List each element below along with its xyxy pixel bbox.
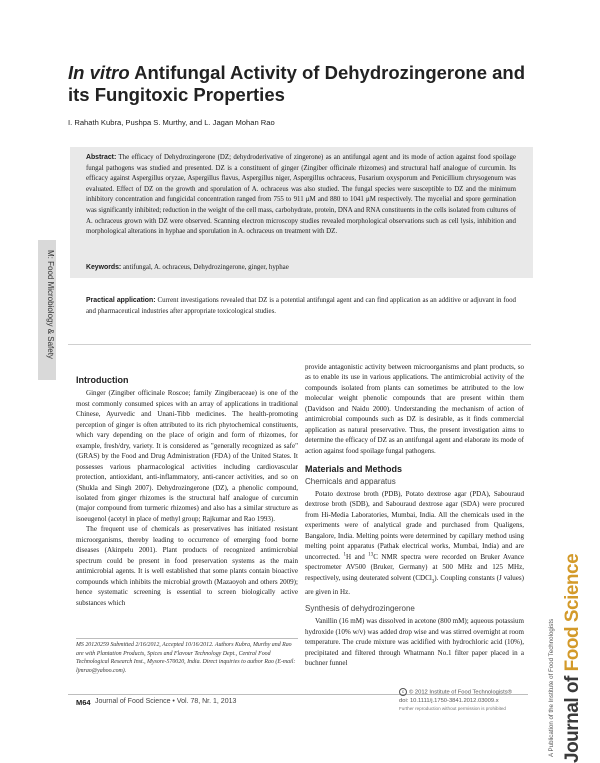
practical-label: Practical application: — [86, 297, 156, 304]
chem-text-d: ). Coupling constants (J values) are given in Hz. — [305, 573, 524, 597]
article-title — [68, 62, 528, 106]
authors: I. Rahath Kubra, Pushpa S. Murthy, and L. Jagan Mohan Rao — [68, 118, 275, 127]
chemicals-heading: Chemicals and apparatus — [305, 476, 396, 486]
practical-text: Current investigations revealed that DZ is a potential antifungal agent and can find application as an additive or adjuvant in food and pharmaceutical industries after appropriate toxicological studies. — [86, 297, 516, 315]
journal-logo-a: Journal of — [562, 671, 583, 763]
chem-text-a: Potato dextrose broth (PDB), Potato dextrose agar (PDA), Sabouraud dextrose broth (SDB), and Sabouraud dextrose agar (SDA) were procured from Hi-Media Laboratories, Mumbai, India. All the chemicals used in the experiments were of analytical grade and purchased from Qualigens, Bangalore, India. Melting points were determined by capillary method using melting point apparatus (Pathak electrical works, Mumbai, India) and are uncorrected. — [305, 489, 524, 561]
chemicals-paragraph: Potato dextrose broth (PDB), Potato dextrose agar (PDA), Sabouraud dextrose broth (SDB), and Sabouraud dextrose agar (SDA) were procured from Hi-Media Laboratories, Mumbai, India. All the chemicals used in the experiments were of analytical grade and purchased from Qualigens, Bangalore, India. Melting points were determined by capillary method using melting point apparatus (Pathak electrical works, Mumbai, India) and are uncorrected. $^1$H and $^{13}$C NMR spectra were recorded on Bruker Avance spectrometer AV500 (Bruker, Germany) at 500 MHz and 125 MHz, respectively, using deuterated solvent (CDCl$_3$). Coupling constants (J values) are given in Hz. — [305, 489, 524, 597]
copyright-icon: c — [399, 688, 407, 696]
column-right — [305, 362, 524, 669]
section-side-label: M: Food Microbiology & Safety — [46, 250, 55, 359]
permission-line: Further reproduction without permission is prohibited — [399, 705, 506, 711]
intro-paragraph-2: The frequent use of chemicals as preservatives has initiated resistant microorganisms, thereby leading to occurrence of emerging food borne diseases (Akinpelu 2001). Plant products of recognized antimicrobial spectrum could be present in food preservation systems as the main antimicrobial agents. It is well established that some plants contain bioactive compounds which inhibits the microbial growth (Mazaoyoh and others 2009); hence systematic screening is essential to screen biologically active substances which — [76, 525, 298, 607]
abstract-text: The efficacy of Dehydrozingerone (DZ; dehydroderivative of zingerone) as an antifungal agent and its mode of action against food spoilage fungal pathogens was studied and presented. DZ is a constituent of ginger (Zingiber officinale rhizomes) and structural half analogue of curcumin. Its efficacy against Aspergillus oryzae, Aspergillus flavus, Aspergillus niger, Aspergillus ochraceus, Fusarium oxysporum and Penicillium chrysogenum was evaluated. Effect of DZ on the growth and sporulation of A. ochraceus was also studied. The fungal species were susceptible to DZ and the minimum inhibitory concentration and fungicidal concentration ranged from 755 to 911 μM and 880 to 1041 μM respectively. The mycelial and spore germination was significantly inhibited; reduction in the weight of the cell mass, carbohydrate, protein, DNA and RNA constituents in the cells isolated from cultures of A. ochraceus grown with DZ were observed. Scanning electron microscopy studies revealed morphological observations such as cell lysis, inhibition and morphological alterations in hyphae and sporulation in A. ochraceus on treatment with DZ. — [86, 154, 516, 236]
column-left — [76, 375, 298, 608]
chem-text-b: H and — [346, 552, 369, 561]
keywords-label: Keywords: — [86, 264, 122, 271]
methods-heading: Materials and Methods — [305, 464, 403, 475]
journal-brand — [544, 520, 600, 763]
footnote: MS 20120259 Submitted 2/16/2012, Accepted 10/16/2012. Authors Kubra, Murthy and Rao are with Plantation Products, Spices and Flavour Technology Dept., Central Food Technological Research Inst., Mysore-570020, India. Direct inquiries to author Rao (E-mail: ljmrao@yahoo.com). — [76, 642, 296, 674]
journal-logo — [562, 520, 588, 763]
abstract-label: Abstract: — [86, 154, 117, 161]
page-number: M64 — [76, 698, 91, 707]
copyright-line: c © 2012 Institute of Food Technologists® — [399, 688, 539, 697]
title-rest: Antifungal Activity of Dehydrozingerone and its Fungitoxic Properties — [68, 62, 526, 105]
synthesis-paragraph: Vanillin (16 mM) was dissolved in acetone (800 mM); aqueous potassium hydroxide (10% w/v) was added drop wise and was stirred overnight at room temperature. The crude mixture was acidified with hydrochloric acid (10%), precipitated and filtered through Whatmann No.1 filter paper placed in a buchner funnel — [305, 617, 524, 668]
journal-logo-b: Food Science — [562, 553, 583, 672]
abstract — [86, 153, 516, 238]
synthesis-heading: Synthesis of dehydrozingerone — [305, 603, 415, 613]
divider — [68, 344, 531, 345]
keywords-text: antifungal, A. ochraceus, Dehydrozingerone, ginger, hyphae — [122, 264, 289, 271]
copyright-block — [399, 688, 539, 713]
journal-citation: Journal of Food Science • Vol. 78, Nr. 1, 2013 — [95, 698, 237, 705]
footnote-divider — [76, 638, 298, 639]
col2-paragraph-1: provide antagonistic activity between microorganisms and plant products, so as to enable its use in various applications. The antimicrobial activity of the compounds isolated from plants can sometimes be attributed to the low molecular weight phenolic compounds that are present within them (Davidson and Naidu 2000). Understanding the mechanism of action of antimicrobial compounds such as DZ is desirable, as it finds commercial application as natural preservative. Thus, the present investigation aims to determine the efficacy of DZ as an antifungal agent and elaborate its mode of action against food spoilage fungal pathogens. — [305, 363, 524, 455]
title-italic: In vitro — [68, 62, 130, 83]
keywords — [86, 264, 516, 271]
intro-heading: Introduction — [76, 375, 129, 385]
chem-text-c: C NMR spectra were recorded on Bruker Avance spectrometer AV500 (Bruker, Germany) at 500 MHz and 125 MHz, respectively, using deuterated solvent (CDCl — [305, 552, 524, 582]
practical-application — [86, 296, 516, 317]
intro-paragraph-1: Ginger (Zingiber officinale Roscoe; family Zingiberaceae) is one of the most commonly consumed spices with an array of applications in traditional Chinese, Ayurvedic and Unani-Tibb medicines. The health-promoting perception of ginger is often attributed to its rich phytochemical constituents, which vary depending on the place of origin and form of rhizomes, for example, fresh/dry, variety. It is considered as "generally recognized as safe" (GRAS) by the Food and Drug Administration (FDA) of the United States. It possesses various pharmacological activities including cardiovascular protection, antioxidant, anti-inflammatory, anti-cancer activities, and so on (Shukla and Singh 2007). Dehydrozingerone (DZ), a phenolic compound, isolated from ginger rhizomes is the structural half analogue of curcumin (major compound from turmeric rhizomes) and also has a similar structure as isoeugenol (acetyl in place of methyl group; Rajkumar and Rao 1993). — [76, 389, 298, 523]
doi-line: doi: 10.1111/j.1750-3841.2012.03009.x — [399, 697, 499, 704]
publisher-text: A Publication of the Institute of Food Technologists — [548, 618, 555, 757]
